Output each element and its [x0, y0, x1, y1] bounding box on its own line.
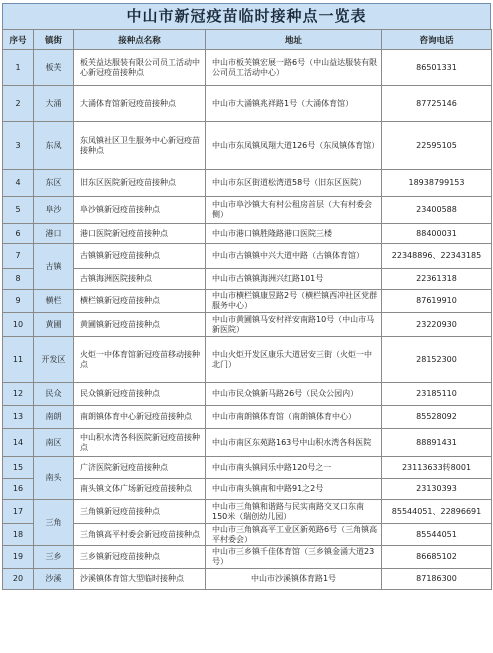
- vaccination-sites-table: [2, 29, 492, 590]
- seq-cell: 8: [3, 269, 34, 290]
- table-row: [3, 524, 492, 546]
- table-row: [3, 313, 492, 337]
- town-cell: 阜沙: [34, 197, 74, 224]
- site-cell: 阜沙镇新冠疫苗接种点: [74, 197, 206, 224]
- header-seq: 序号: [3, 30, 34, 50]
- address-cell: 中山市东凤镇凤翔大道126号（东凤镇体育馆）: [206, 122, 382, 170]
- address-cell: 中山市沙溪镇体育路1号: [206, 569, 382, 590]
- phone-cell: 85544051、22896691: [382, 500, 492, 524]
- address-cell: 中山市黄圃镇马安村祥安南路10号（中山市马新医院）: [206, 313, 382, 337]
- phone-cell: 23220930: [382, 313, 492, 337]
- site-cell: 黄圃镇新冠疫苗接种点: [74, 313, 206, 337]
- phone-cell: 88891431: [382, 429, 492, 457]
- seq-cell: 10: [3, 313, 34, 337]
- town-cell: 港口: [34, 224, 74, 244]
- phone-cell: 23130393: [382, 479, 492, 500]
- table-row: [3, 383, 492, 406]
- seq-cell: 20: [3, 569, 34, 590]
- table-row: [3, 244, 492, 269]
- table-row: [3, 406, 492, 429]
- site-cell: 大涌体育馆新冠疫苗接种点: [74, 86, 206, 122]
- address-cell: 中山市民众镇新马路26号（民众公园内）: [206, 383, 382, 406]
- table-row: [3, 500, 492, 524]
- town-cell: 三乡: [34, 546, 74, 569]
- header-town: 镇街: [34, 30, 74, 50]
- town-cell: 南朗: [34, 406, 74, 429]
- site-cell: 东凤镇社区卫生服务中心新冠疫苗接种点: [74, 122, 206, 170]
- phone-cell: 23113633转8001: [382, 457, 492, 479]
- town-cell: 东区: [34, 170, 74, 197]
- table-row: [3, 269, 492, 290]
- site-cell: 三角镇高平村委会新冠疫苗接种点: [74, 524, 206, 546]
- site-cell: 旧东区医院新冠疫苗接种点: [74, 170, 206, 197]
- address-cell: 中山市南朗镇体育馆（南朗镇体育中心）: [206, 406, 382, 429]
- site-cell: 南头镇文体广场新冠疫苗接种点: [74, 479, 206, 500]
- town-cell: 古镇: [34, 244, 74, 290]
- address-cell: 中山市古镇镇海洲兴红路101号: [206, 269, 382, 290]
- table-row: [3, 122, 492, 170]
- town-cell: 东凤: [34, 122, 74, 170]
- phone-cell: 18938799153: [382, 170, 492, 197]
- address-cell: 中山市阜沙镇大有村公租房首层（大有村委会侧）: [206, 197, 382, 224]
- address-cell: 中山市南区东苑路163号中山积水湾各科医院: [206, 429, 382, 457]
- table-row: [3, 546, 492, 569]
- phone-cell: 87186300: [382, 569, 492, 590]
- table-row: [3, 569, 492, 590]
- site-cell: 三角镇新冠疫苗接种点: [74, 500, 206, 524]
- phone-cell: 85528092: [382, 406, 492, 429]
- table-row: [3, 197, 492, 224]
- phone-cell: 86685102: [382, 546, 492, 569]
- site-cell: 板芙益达服装有限公司员工活动中心新冠疫苗接种点: [74, 50, 206, 86]
- seq-cell: 1: [3, 50, 34, 86]
- phone-cell: 22348896、22343185: [382, 244, 492, 269]
- town-cell: 民众: [34, 383, 74, 406]
- site-cell: 沙溪镇体育馆大型临时接种点: [74, 569, 206, 590]
- address-cell: 中山市三角镇高平工业区新苑路6号（三角镇高平村委会）: [206, 524, 382, 546]
- address-cell: 中山市三乡镇千佳体育馆（三乡镇金涌大道23号）: [206, 546, 382, 569]
- seq-cell: 7: [3, 244, 34, 269]
- address-cell: 中山市板芙镇宏展一路6号（中山益达服装有限公司员工活动中心）: [206, 50, 382, 86]
- address-cell: 中山火炬开发区康乐大道居安三街（火炬一中北门）: [206, 337, 382, 383]
- seq-cell: 17: [3, 500, 34, 524]
- seq-cell: 13: [3, 406, 34, 429]
- town-cell: 黄圃: [34, 313, 74, 337]
- site-cell: 三乡镇新冠疫苗接种点: [74, 546, 206, 569]
- header-row: [3, 30, 492, 50]
- seq-cell: 16: [3, 479, 34, 500]
- address-cell: 中山市古镇镇中兴大道中路（古镇体育馆）: [206, 244, 382, 269]
- town-cell: 三角: [34, 500, 74, 546]
- town-cell: 横栏: [34, 290, 74, 313]
- address-cell: 中山市南头镇同乐中路120号之一: [206, 457, 382, 479]
- header-site: 接种点名称: [74, 30, 206, 50]
- address-cell: 中山市三角镇和谐路与民实南路交叉口东南150米（瑞创幼儿园）: [206, 500, 382, 524]
- site-cell: 古镇镇新冠疫苗接种点: [74, 244, 206, 269]
- site-cell: 民众镇新冠疫苗接种点: [74, 383, 206, 406]
- seq-cell: 14: [3, 429, 34, 457]
- address-cell: 中山市南头镇南和中路91之2号: [206, 479, 382, 500]
- seq-cell: 18: [3, 524, 34, 546]
- address-cell: 中山市横栏镇康昱路2号（横栏镇西冲社区党群服务中心）: [206, 290, 382, 313]
- table-row: [3, 170, 492, 197]
- site-cell: 火炬一中体育馆新冠疫苗移动接种点: [74, 337, 206, 383]
- phone-cell: 87725146: [382, 86, 492, 122]
- phone-cell: 23185110: [382, 383, 492, 406]
- seq-cell: 19: [3, 546, 34, 569]
- phone-cell: 28152300: [382, 337, 492, 383]
- seq-cell: 9: [3, 290, 34, 313]
- header-phone: 咨询电话: [382, 30, 492, 50]
- header-address: 地址: [206, 30, 382, 50]
- table-row: [3, 224, 492, 244]
- table-row: [3, 50, 492, 86]
- table-row: [3, 457, 492, 479]
- town-cell: 板芙: [34, 50, 74, 86]
- seq-cell: 15: [3, 457, 34, 479]
- town-cell: 南头: [34, 457, 74, 500]
- town-cell: 开发区: [34, 337, 74, 383]
- table-row: [3, 86, 492, 122]
- seq-cell: 3: [3, 122, 34, 170]
- seq-cell: 6: [3, 224, 34, 244]
- site-cell: 横栏镇新冠疫苗接种点: [74, 290, 206, 313]
- phone-cell: 22361318: [382, 269, 492, 290]
- seq-cell: 5: [3, 197, 34, 224]
- seq-cell: 4: [3, 170, 34, 197]
- seq-cell: 2: [3, 86, 34, 122]
- table-row: [3, 290, 492, 313]
- site-cell: 古镇海洲医院接种点: [74, 269, 206, 290]
- table-row: [3, 479, 492, 500]
- phone-cell: 23400588: [382, 197, 492, 224]
- town-cell: 南区: [34, 429, 74, 457]
- address-cell: 中山市大涌镇兆祥路1号（大涌体育馆）: [206, 86, 382, 122]
- site-cell: 广济医院新冠疫苗接种点: [74, 457, 206, 479]
- table-row: [3, 337, 492, 383]
- address-cell: 中山市东区街道松湾道58号（旧东区医院）: [206, 170, 382, 197]
- seq-cell: 11: [3, 337, 34, 383]
- site-cell: 南朗镇体育中心新冠疫苗接种点: [74, 406, 206, 429]
- town-cell: 大涌: [34, 86, 74, 122]
- phone-cell: 85544051: [382, 524, 492, 546]
- town-cell: 沙溪: [34, 569, 74, 590]
- site-cell: 中山积水湾各科医院新冠疫苗接种点: [74, 429, 206, 457]
- site-cell: 港口医院新冠疫苗接种点: [74, 224, 206, 244]
- table-title: 中山市新冠疫苗临时接种点一览表: [2, 3, 491, 30]
- phone-cell: 88400031: [382, 224, 492, 244]
- phone-cell: 22595105: [382, 122, 492, 170]
- table-row: [3, 429, 492, 457]
- address-cell: 中山市港口镇胜隆路港口医院三楼: [206, 224, 382, 244]
- phone-cell: 86501331: [382, 50, 492, 86]
- seq-cell: 12: [3, 383, 34, 406]
- phone-cell: 87619910: [382, 290, 492, 313]
